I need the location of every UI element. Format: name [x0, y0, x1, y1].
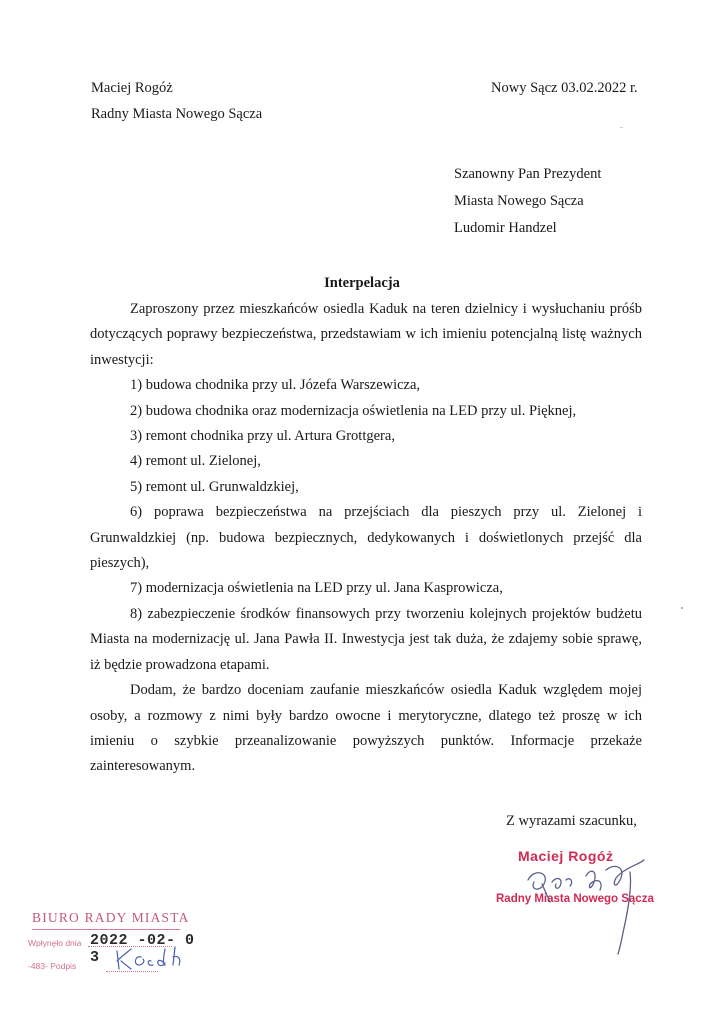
list-item: 1) budowa chodnika przy ul. Józefa Warszewicza, — [130, 377, 421, 394]
addressee-line-3: Ludomir Handzel — [454, 220, 557, 236]
office-receipt-stamp — [28, 910, 198, 980]
sender-name: Maciej Rogóż — [91, 80, 173, 96]
list-item: 3) remont chodnika przy ul. Artura Grottgera, — [130, 428, 395, 445]
office-stamp-title: BIURO RADY MIASTA — [32, 910, 190, 925]
reference-label: -483- Podpis — [28, 961, 77, 971]
letter-body — [90, 297, 642, 780]
scan-speck — [681, 607, 683, 609]
received-label: Wpłynęło dnia — [28, 938, 82, 948]
stamp-role: Radny Miasta Nowego Sącza — [496, 893, 654, 905]
office-initials-signature — [113, 943, 193, 973]
office-stamp-rule — [32, 929, 180, 930]
handwritten-signature — [520, 858, 670, 958]
list-item: 2) budowa chodnika oraz modernizacja oświetlenia na LED przy ul. Pięknej, — [130, 402, 577, 419]
closing-paragraph: Dodam, że bardzo doceniam zaufanie mieszkańców osiedla Kaduk względem mojej osoby, a rozmowy z nimi były bardzo owocne i merytoryczne, dlatego też proszę w ich imieniu o szybkie przeanalizowanie powyższych punktów. Informacje przekaże zainteresowanym. — [90, 682, 642, 775]
list-item: 7) modernizacja oświetlenia na LED przy ul. Jana Kasprowicza, — [130, 580, 503, 597]
intro-paragraph: Zaproszony przez mieszkańców osiedla Kaduk na teren dzielnicy i wysłuchaniu próśb dotyczących poprawy bezpieczeństwa, przedstawiam w ich imieniu potencjalną listę ważnych inwestycji: — [90, 301, 642, 368]
list-item: 8) zabezpieczenie środków finansowych przy tworzeniu kolejnych projektów budżetu Miasta na modernizację ul. Jana Pawła II. Inwestycja jest tak duża, że zdajemy sobie sprawę, iż będzie prowadzona etapami. — [90, 605, 642, 673]
received-date: 2022 -02- 0 3 — [90, 932, 195, 966]
stamp-name: Maciej Rogóż — [518, 848, 614, 864]
addressee-line-1: Szanowny Pan Prezydent — [454, 166, 602, 182]
list-item: 6) poprawa bezpieczeństwa na przejściach dla pieszych przy ul. Zielonej i Grunwaldzkiej (np. budowa bezpiecznych, dedykowanych i doświetlonych przejść dla pieszych), — [90, 504, 642, 572]
document-title: Interpelacja — [324, 275, 400, 291]
letter-date: Nowy Sącz 03.02.2022 r. — [491, 80, 638, 96]
list-item: 4) remont ul. Zielonej, — [130, 453, 261, 470]
closing-phrase: Z wyrazami szacunku, — [506, 813, 637, 829]
addressee-line-2: Miasta Nowego Sącza — [454, 193, 584, 209]
scan-speck — [620, 127, 623, 128]
investment-list — [90, 373, 642, 678]
sender-role: Radny Miasta Nowego Sącza — [91, 106, 263, 122]
list-item: 5) remont ul. Grunwaldzkiej, — [130, 478, 299, 495]
